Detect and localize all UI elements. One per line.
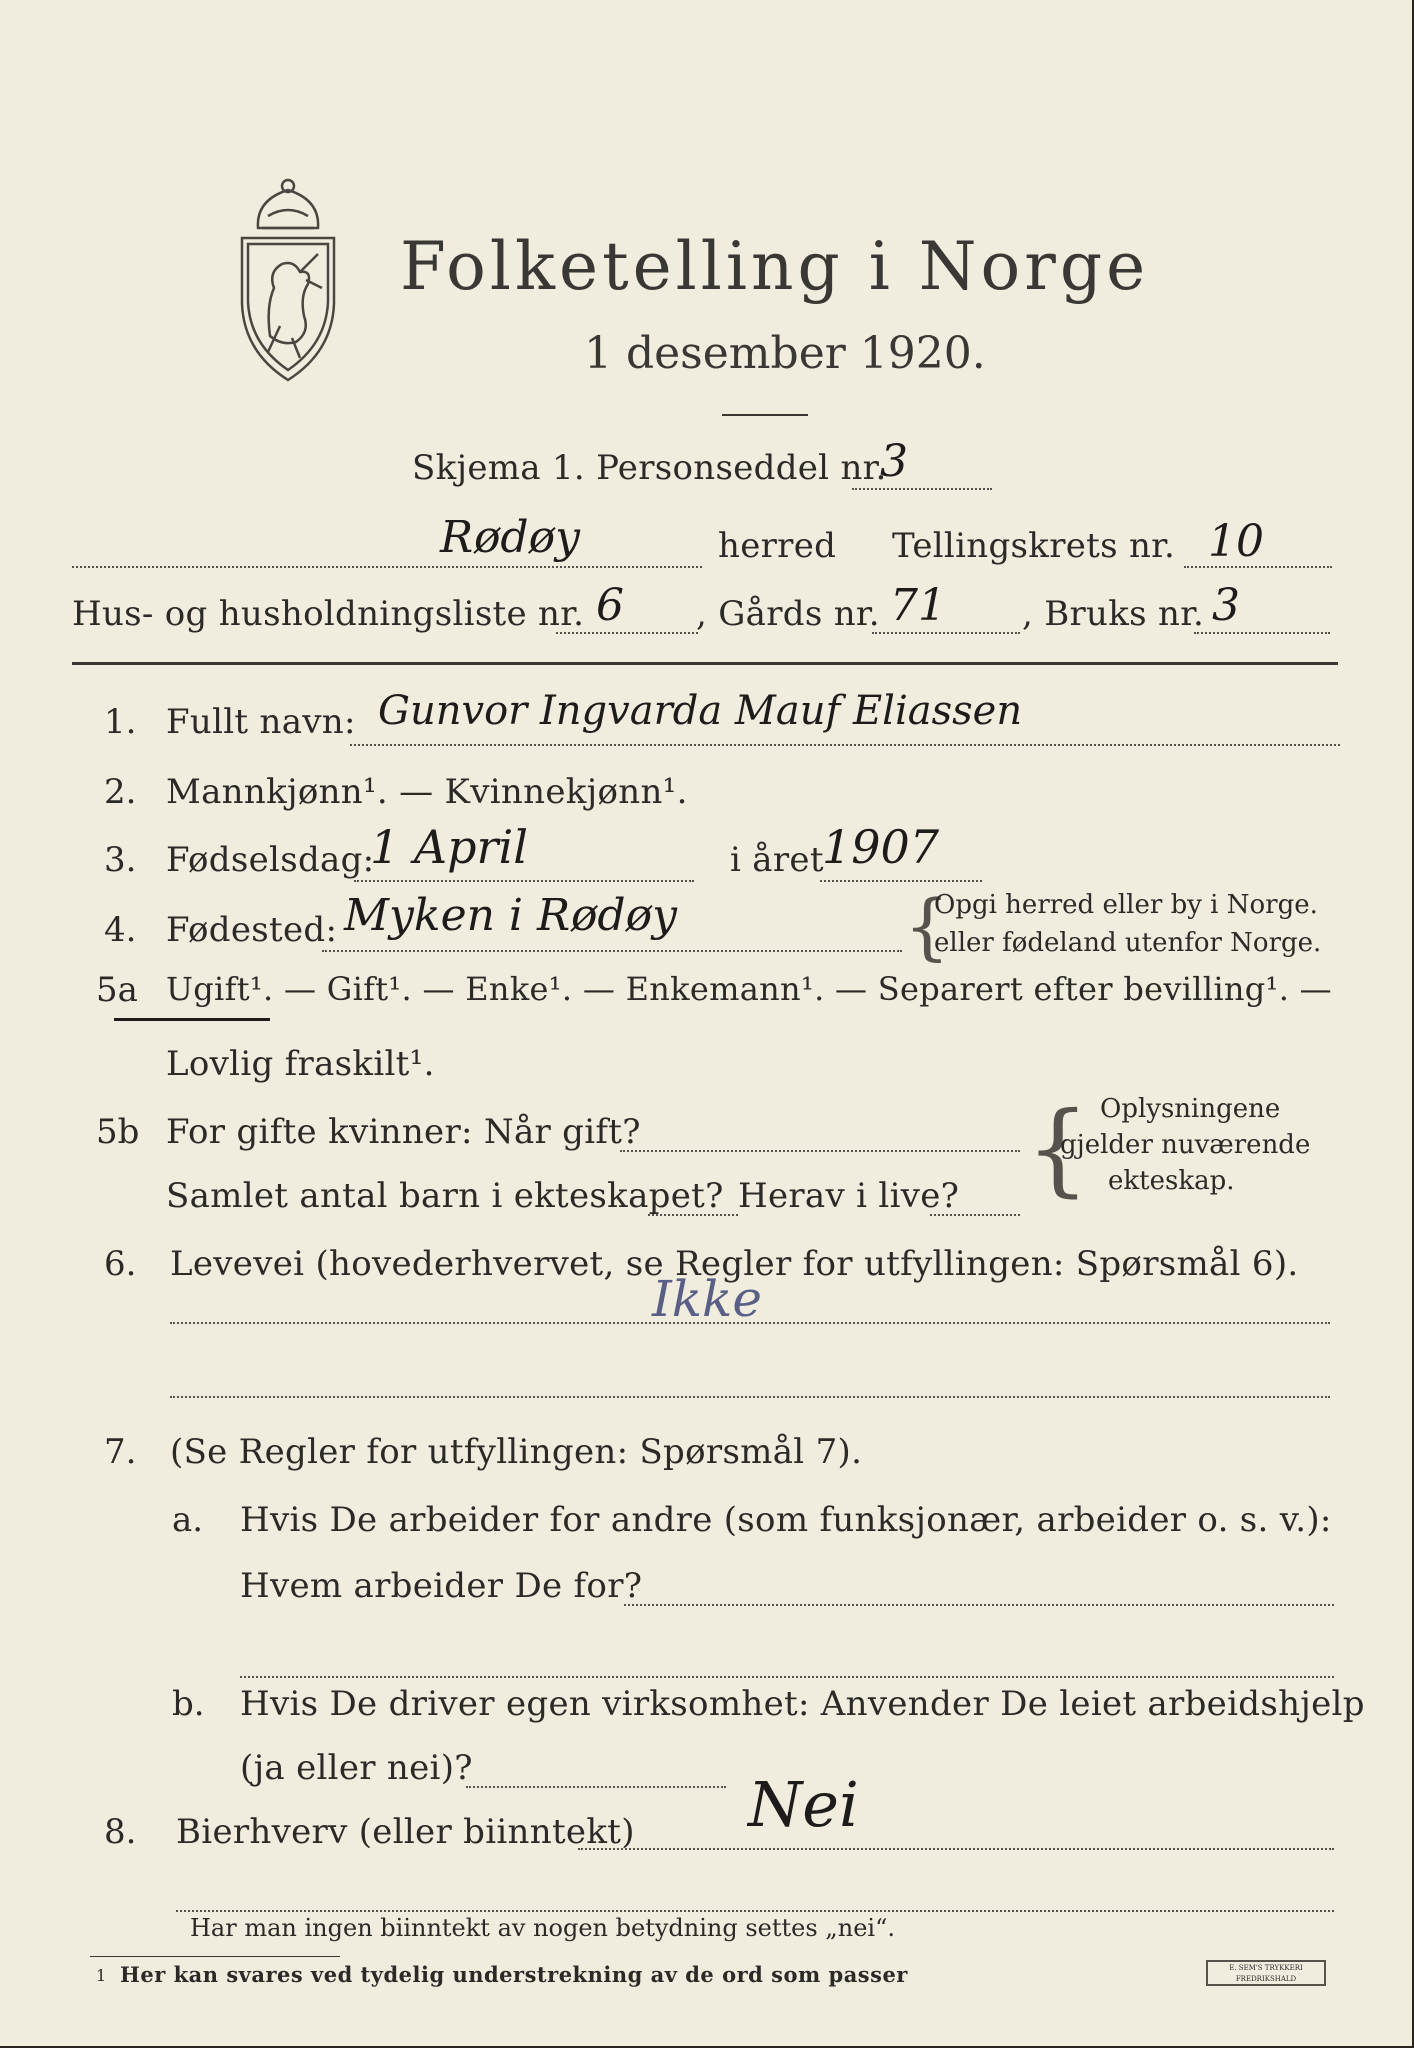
q3-dotline xyxy=(354,880,694,882)
q6-occupation-label: Levevei (hovederhvervet, se Regler for utfyllingen: Spørsmål 6). xyxy=(170,1244,1299,1284)
q3-year-label: i året xyxy=(730,840,824,880)
q5b-brace: { xyxy=(1026,1090,1090,1207)
q3-year-value: 1907 xyxy=(822,820,940,874)
footer-note: Har man ingen biinntekt av nogen betydning settes „nei“. xyxy=(190,1914,895,1942)
q4-birthplace-value: Myken i Rødøy xyxy=(344,890,677,941)
tellingskrets-label: Tellingskrets nr. xyxy=(892,526,1176,566)
bruks-value: 3 xyxy=(1212,580,1240,631)
q5b-label-line3: Herav i live? xyxy=(738,1176,960,1216)
husliste-value: 6 xyxy=(596,580,624,631)
herred-value: Rødøy xyxy=(440,512,580,563)
gards-value: 71 xyxy=(890,580,946,631)
q1-full-name-value: Gunvor Ingvarda Mauf Eliassen xyxy=(378,688,1023,734)
q7b-number: b. xyxy=(172,1684,205,1724)
q5a-label-line2: Lovlig fraskilt¹. xyxy=(166,1044,435,1084)
husliste-dotline xyxy=(556,632,698,634)
q4-dotline xyxy=(322,950,902,952)
tellingskrets-value: 10 xyxy=(1208,516,1264,567)
q1-label: Fullt navn: xyxy=(166,702,356,742)
header-separator xyxy=(72,662,1338,665)
q7-number: 7. xyxy=(104,1432,137,1472)
q6-occupation-value: Ikke xyxy=(652,1270,762,1328)
q5b-note-line2: gjelder nuværende xyxy=(1060,1130,1311,1160)
q3-birthday-value: 1 April xyxy=(370,820,528,874)
q7a-dotline1 xyxy=(624,1604,1334,1606)
q7b-label: Hvis De driver egen virksomhet: Anvender De leiet arbeidshjelp xyxy=(240,1684,1365,1724)
q8-dotline2 xyxy=(176,1910,1334,1912)
q5a-number: 5a xyxy=(96,970,138,1010)
q5b-number: 5b xyxy=(96,1112,140,1152)
q5b-label-line2: Samlet antal barn i ekteskapet? xyxy=(166,1176,724,1216)
herred-label: herred xyxy=(718,526,837,566)
q7-label: (Se Regler for utfyllingen: Spørsmål 7). xyxy=(170,1432,863,1472)
q1-dotline xyxy=(350,744,1340,746)
q7a-number: a. xyxy=(172,1500,204,1540)
footnote-mark: 1 xyxy=(96,1966,107,1985)
q5a-ugift-underline xyxy=(114,1018,270,1021)
q5b-label: For gifte kvinner: Når gift? xyxy=(166,1112,641,1152)
norwegian-coat-of-arms-icon xyxy=(228,176,348,382)
q5b-note-line1: Oplysningene xyxy=(1100,1094,1281,1124)
footnote-text: Her kan svares ved tydelig understrekning av de ord som passer xyxy=(120,1962,908,1987)
q8-value: Nei xyxy=(748,1768,859,1841)
q3-number: 3. xyxy=(104,840,137,880)
q5b-dotline2 xyxy=(648,1214,738,1216)
title-divider xyxy=(722,414,808,416)
q5a-marital-status-label: Ugift¹. — Gift¹. — Enke¹. — Enkemann¹. — Separert efter bevilling¹. — xyxy=(166,970,1332,1008)
q4-label: Fødested: xyxy=(166,910,338,950)
gards-label: , Gårds nr. xyxy=(696,594,880,634)
q4-number: 4. xyxy=(104,910,137,950)
q3-year-dotline xyxy=(820,880,982,882)
q8-dotline1 xyxy=(578,1848,1334,1850)
q6-number: 6. xyxy=(104,1244,137,1284)
q4-note-line1: Opgi herred eller by i Norge. xyxy=(934,890,1318,920)
page-title: Folketelling i Norge xyxy=(400,228,1150,305)
footnote-rule xyxy=(90,1956,340,1957)
q1-number: 1. xyxy=(104,702,137,742)
bruks-label: , Bruks nr. xyxy=(1022,594,1205,634)
q8-number: 8. xyxy=(104,1812,137,1852)
q6-dotline2 xyxy=(170,1396,1330,1398)
q8-label: Bierhverv (eller biinntekt) xyxy=(176,1812,635,1852)
q2-gender-label: Mannkjønn¹. — Kvinnekjønn¹. xyxy=(166,772,688,812)
q4-note-line2: eller fødeland utenfor Norge. xyxy=(934,928,1322,958)
q7b-label-line2: (ja eller nei)? xyxy=(240,1748,473,1788)
husliste-label: Hus- og husholdningsliste nr. xyxy=(72,594,585,634)
schema-label: Skjema 1. Personseddel nr. xyxy=(412,448,887,488)
gards-dotline xyxy=(872,632,1020,634)
q5b-note-line3: ekteskap. xyxy=(1108,1166,1235,1196)
schema-value: 3 xyxy=(880,436,908,487)
q4-brace: { xyxy=(904,884,950,968)
q7b-dotline xyxy=(466,1786,726,1788)
q7a-label-line2: Hvem arbeider De for? xyxy=(240,1566,643,1606)
q3-label: Fødselsdag: xyxy=(166,840,375,880)
bruks-dotline xyxy=(1194,632,1330,634)
q5b-dotline3 xyxy=(930,1214,1020,1216)
herred-dotline xyxy=(72,566,702,568)
q5b-dotline1 xyxy=(620,1150,1020,1152)
q7a-dotline2 xyxy=(240,1676,1334,1678)
printer-stamp: E. SEM'S TRYKKERI FREDRIKSHALD xyxy=(1206,1960,1326,1986)
q2-number: 2. xyxy=(104,772,137,812)
schema-dotline xyxy=(852,488,992,490)
census-date: 1 desember 1920. xyxy=(584,328,986,379)
q7a-label: Hvis De arbeider for andre (som funksjonær, arbeider o. s. v.): xyxy=(240,1500,1332,1540)
